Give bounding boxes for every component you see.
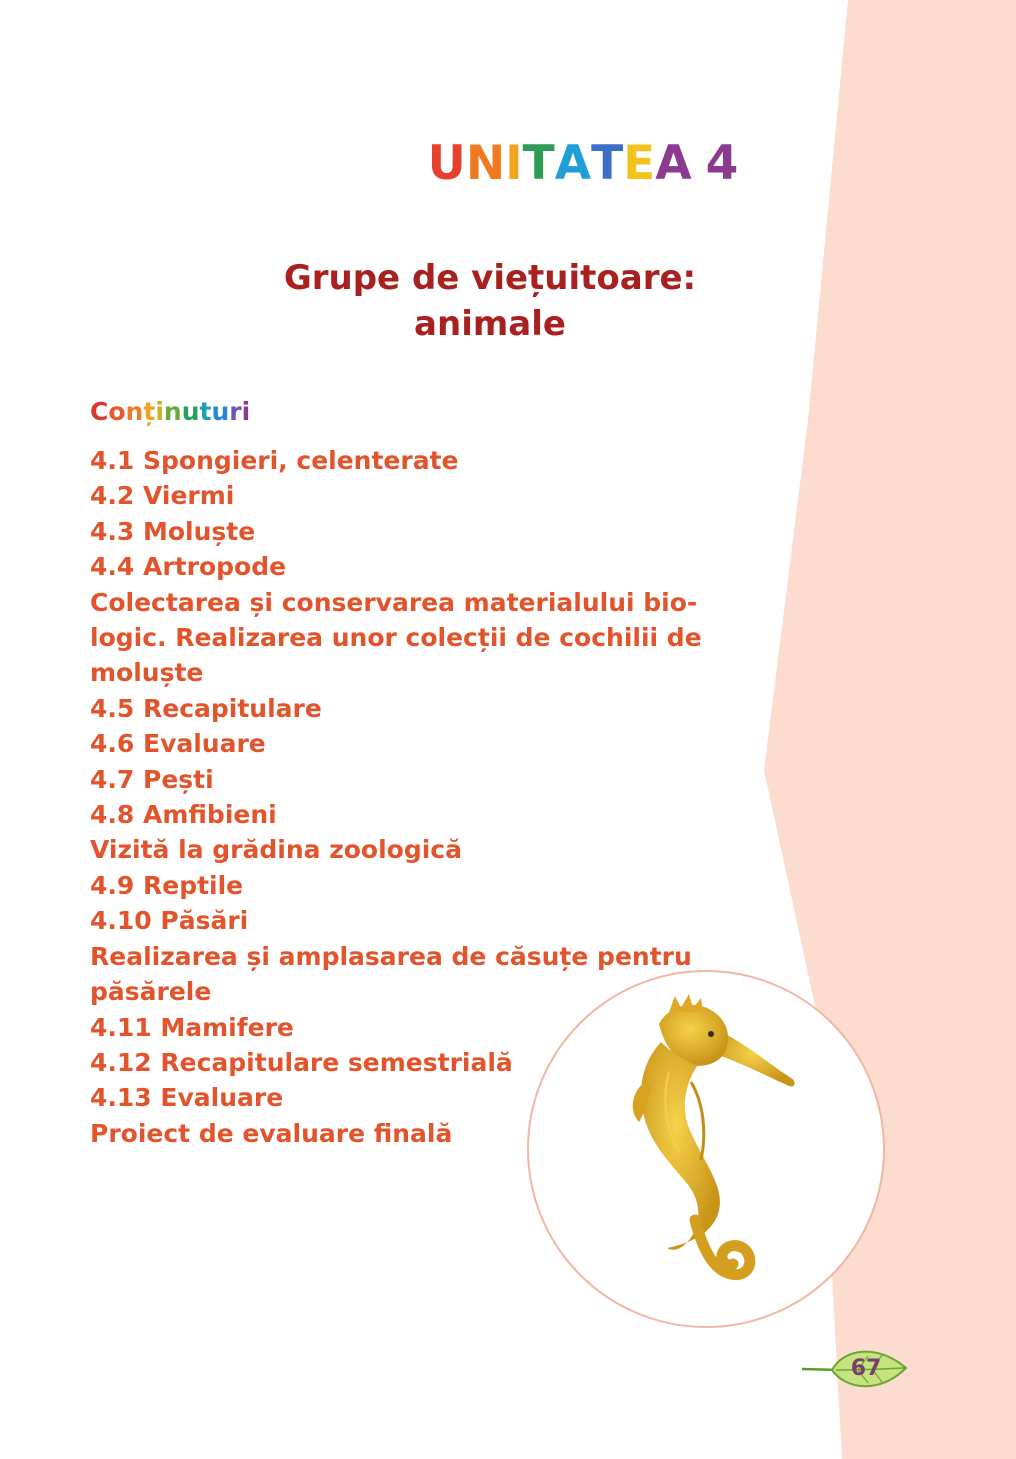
toc-item: 4.7 Pești — [90, 764, 214, 794]
contents-label-letter: n — [125, 397, 144, 426]
toc-item: 4.11 Mamifere — [90, 1012, 294, 1042]
contents-label-letter: u — [211, 397, 230, 426]
toc-item: 4.5 Recapitulare — [90, 693, 322, 723]
toc-item: Realizarea și amplasarea de căsuțe pentru — [90, 941, 692, 971]
toc-item: 4.4 Artropode — [90, 552, 287, 582]
contents-label-letter: C — [90, 397, 109, 426]
toc-item: păsărele — [90, 977, 212, 1007]
chapter-title-line-1: Grupe de viețuitoare: — [283, 258, 697, 298]
contents-label-letter: i — [241, 397, 251, 426]
toc-item: Vizită la grădina zoologică — [90, 835, 462, 865]
chapter-title-line-2: animale — [414, 304, 566, 344]
toc-item: 4.3 Moluște — [90, 516, 256, 546]
toc-item: Proiect de evaluare finală — [90, 1118, 453, 1148]
page-number: 67 — [850, 1356, 882, 1381]
unit-title-letter: 4 — [705, 136, 739, 191]
unit-title-letter: I — [505, 136, 523, 191]
contents-label-letter: i — [155, 397, 164, 426]
unit-title-letter — [692, 136, 706, 191]
unit-title-letter: T — [591, 136, 624, 191]
page-number-badge — [800, 1340, 910, 1400]
unit-title-letter: E — [623, 136, 656, 191]
toc-item: 4.13 Evaluare — [90, 1083, 284, 1113]
contents-label-letter: ț — [143, 397, 156, 426]
contents-label-letter: u — [181, 397, 200, 426]
contents-label-letter: t — [199, 397, 212, 426]
toc-item: 4.6 Evaluare — [90, 729, 266, 759]
unit-title — [0, 136, 1016, 191]
unit-title-letter: N — [465, 136, 506, 191]
contents-label-letter: r — [229, 397, 242, 426]
seahorse-illustration — [529, 972, 887, 1330]
unit-title-letter: A — [655, 136, 692, 191]
unit-title-letter: T — [522, 136, 555, 191]
toc-item: moluște — [90, 658, 204, 688]
contents-label — [90, 397, 250, 426]
contents-label-letter: o — [108, 397, 126, 426]
toc-item: 4.9 Reptile — [90, 870, 244, 900]
toc-item: 4.10 Păsări — [90, 906, 249, 936]
contents-label-letter: n — [163, 397, 182, 426]
toc-item: 4.2 Viermi — [90, 481, 235, 511]
chapter-title — [230, 255, 750, 347]
toc-item: 4.8 Amfibieni — [90, 800, 277, 830]
toc-item: logic. Realizarea unor colecții de cochilii de — [90, 623, 702, 653]
seahorse-photo-frame — [527, 970, 885, 1328]
unit-title-letter: U — [427, 136, 466, 191]
toc-item: 4.1 Spongieri, celenterate — [90, 446, 459, 475]
toc-item: 4.12 Recapitulare semestrială — [90, 1047, 513, 1077]
unit-title-letter: A — [554, 136, 592, 191]
toc-item: Colectarea și conservarea materialului bio- — [90, 587, 698, 617]
